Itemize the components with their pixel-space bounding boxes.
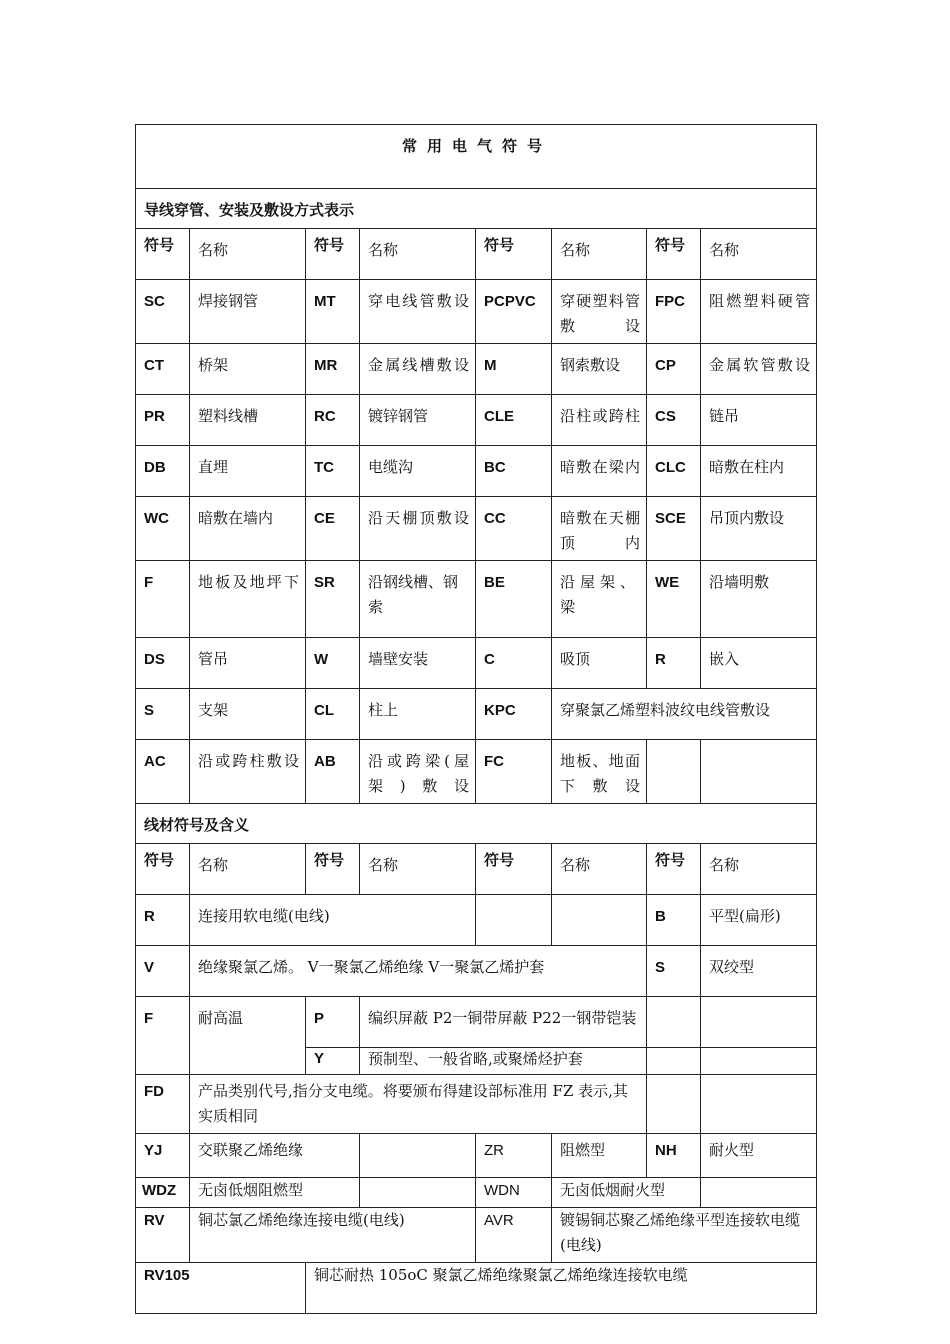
name-cell: 产品类别代号,指分支电缆。将要颁布得建设部标准用 FZ 表示,其实质相同 <box>190 1075 647 1134</box>
name-cell: 镀锡铜芯聚乙烯绝缘平型连接软电缆(电线) <box>552 1208 817 1263</box>
name-cell: 无卤低烟阻燃型 <box>190 1178 360 1208</box>
empty-cell <box>647 997 701 1048</box>
name-cell: 焊接钢管 <box>190 280 306 344</box>
name-cell: 金属软管敷设 <box>701 344 817 395</box>
symbol-cell: P <box>306 997 360 1048</box>
name-cell: 金属线槽敷设 <box>360 344 476 395</box>
symbol-cell: YJ <box>136 1134 190 1178</box>
page-title: 常用电气符号 <box>136 125 817 189</box>
name-cell: 支架 <box>190 689 306 740</box>
name-cell: 暗敷在墙内 <box>190 497 306 561</box>
symbol-cell: MT <box>306 280 360 344</box>
header-symbol: 符号 <box>647 844 701 895</box>
symbol-cell: CC <box>476 497 552 561</box>
symbol-cell: Y <box>306 1048 360 1075</box>
symbol-cell: B <box>647 895 701 946</box>
name-cell: 穿聚氯乙烯塑料波纹电线管敷设 <box>552 689 817 740</box>
section-heading-cable-symbols: 线材符号及含义 <box>136 804 817 844</box>
name-cell: 电缆沟 <box>360 446 476 497</box>
header-symbol: 符号 <box>306 229 360 280</box>
symbol-cell: WE <box>647 561 701 638</box>
symbol-cell: F <box>136 561 190 638</box>
name-cell: 耐火型 <box>701 1134 817 1178</box>
symbol-cell: RV105 <box>136 1263 306 1314</box>
header-name: 名称 <box>701 229 817 280</box>
header-symbol: 符号 <box>136 844 190 895</box>
header-symbol: 符号 <box>476 229 552 280</box>
electrical-symbols-table <box>135 124 817 1314</box>
header-name: 名称 <box>552 844 647 895</box>
header-symbol: 符号 <box>647 229 701 280</box>
empty-cell <box>701 740 817 804</box>
symbol-cell: FC <box>476 740 552 804</box>
empty-cell <box>647 1075 701 1134</box>
name-cell: 管吊 <box>190 638 306 689</box>
name-cell: 吸顶 <box>552 638 647 689</box>
name-cell: 阻燃塑料硬管 <box>701 280 817 344</box>
symbol-cell: TC <box>306 446 360 497</box>
symbol-cell: CS <box>647 395 701 446</box>
name-cell: 绝缘聚氯乙烯。 V一聚氯乙烯绝缘 V一聚氯乙烯护套 <box>190 946 647 997</box>
symbol-cell: BE <box>476 561 552 638</box>
name-cell: 耐高温 <box>190 997 306 1075</box>
header-name: 名称 <box>190 229 306 280</box>
symbol-cell: CLE <box>476 395 552 446</box>
symbol-cell: S <box>136 689 190 740</box>
empty-cell <box>647 1048 701 1075</box>
symbol-cell: DB <box>136 446 190 497</box>
name-cell: 镀锌钢管 <box>360 395 476 446</box>
name-cell: 地板及地坪下 <box>190 561 306 638</box>
symbol-cell: R <box>136 895 190 946</box>
symbol-cell: W <box>306 638 360 689</box>
symbol-cell: RV <box>136 1208 190 1263</box>
header-name: 名称 <box>190 844 306 895</box>
symbol-cell: SC <box>136 280 190 344</box>
empty-cell <box>701 1075 817 1134</box>
symbol-cell: AVR <box>476 1208 552 1263</box>
name-cell: 吊顶内敷设 <box>701 497 817 561</box>
symbol-cell: ZR <box>476 1134 552 1178</box>
name-cell: 预制型、一般省略,或聚烯烃护套 <box>360 1048 647 1075</box>
empty-cell <box>476 895 552 946</box>
name-cell: 柱上 <box>360 689 476 740</box>
empty-cell <box>360 1134 476 1178</box>
symbol-cell: FPC <box>647 280 701 344</box>
name-cell: 双绞型 <box>701 946 817 997</box>
name-cell: 地板、地面下敷设 <box>552 740 647 804</box>
name-cell: 沿墙明敷 <box>701 561 817 638</box>
symbol-cell: BC <box>476 446 552 497</box>
header-name: 名称 <box>360 229 476 280</box>
name-cell: 穿电线管敷设 <box>360 280 476 344</box>
symbol-cell: SCE <box>647 497 701 561</box>
empty-cell <box>647 740 701 804</box>
symbol-cell: SR <box>306 561 360 638</box>
symbol-cell: WDZ <box>136 1178 190 1208</box>
name-cell: 沿或跨梁(屋架)敷设 <box>360 740 476 804</box>
name-cell: 沿或跨柱敷设 <box>190 740 306 804</box>
symbol-cell: AB <box>306 740 360 804</box>
name-cell: 桥架 <box>190 344 306 395</box>
name-cell: 无卤低烟耐火型 <box>552 1178 701 1208</box>
name-cell: 平型(扁形) <box>701 895 817 946</box>
symbol-cell: CT <box>136 344 190 395</box>
symbol-cell: WC <box>136 497 190 561</box>
empty-cell <box>360 1178 476 1208</box>
header-symbol: 符号 <box>136 229 190 280</box>
name-cell: 暗敷在天棚顶内 <box>552 497 647 561</box>
name-cell: 沿屋架、梁 <box>552 561 647 638</box>
name-cell: 嵌入 <box>701 638 817 689</box>
symbol-cell: KPC <box>476 689 552 740</box>
symbol-cell: NH <box>647 1134 701 1178</box>
symbol-cell: PR <box>136 395 190 446</box>
symbol-cell: CLC <box>647 446 701 497</box>
symbol-cell: FD <box>136 1075 190 1134</box>
symbol-cell: CE <box>306 497 360 561</box>
header-name: 名称 <box>552 229 647 280</box>
empty-cell <box>701 997 817 1048</box>
empty-cell <box>701 1048 817 1075</box>
name-cell: 沿柱或跨柱 <box>552 395 647 446</box>
symbol-cell: CL <box>306 689 360 740</box>
header-name: 名称 <box>701 844 817 895</box>
symbol-cell: V <box>136 946 190 997</box>
name-cell: 暗敷在柱内 <box>701 446 817 497</box>
symbol-cell: C <box>476 638 552 689</box>
name-cell: 链吊 <box>701 395 817 446</box>
name-cell: 编织屏蔽 P2一铜带屏蔽 P22一钢带铠装 <box>360 997 647 1048</box>
name-cell: 穿硬塑料管敷设 <box>552 280 647 344</box>
name-cell: 铜芯耐热 105oC 聚氯乙烯绝缘聚氯乙烯绝缘连接软电缆 <box>306 1263 817 1314</box>
section-heading-wiring-methods: 导线穿管、安装及敷设方式表示 <box>136 189 817 229</box>
name-cell: 直埋 <box>190 446 306 497</box>
symbol-cell: AC <box>136 740 190 804</box>
symbol-cell: WDN <box>476 1178 552 1208</box>
empty-cell <box>701 1178 817 1208</box>
name-cell: 交联聚乙烯绝缘 <box>190 1134 360 1178</box>
symbol-cell: RC <box>306 395 360 446</box>
symbol-cell: R <box>647 638 701 689</box>
name-cell: 沿钢线槽、钢索 <box>360 561 476 638</box>
symbol-cell: M <box>476 344 552 395</box>
header-symbol: 符号 <box>476 844 552 895</box>
symbol-cell: PCPVC <box>476 280 552 344</box>
header-name: 名称 <box>360 844 476 895</box>
symbol-cell: S <box>647 946 701 997</box>
name-cell: 塑料线槽 <box>190 395 306 446</box>
name-cell: 铜芯氯乙烯绝缘连接电缆(电线) <box>190 1208 476 1263</box>
header-symbol: 符号 <box>306 844 360 895</box>
empty-cell <box>552 895 647 946</box>
name-cell: 墙壁安装 <box>360 638 476 689</box>
name-cell: 暗敷在梁内 <box>552 446 647 497</box>
name-cell: 钢索敷设 <box>552 344 647 395</box>
name-cell: 沿天棚顶敷设 <box>360 497 476 561</box>
symbol-cell: CP <box>647 344 701 395</box>
symbol-cell: DS <box>136 638 190 689</box>
symbol-cell: F <box>136 997 190 1075</box>
name-cell: 连接用软电缆(电线) <box>190 895 476 946</box>
symbol-cell: MR <box>306 344 360 395</box>
name-cell: 阻燃型 <box>552 1134 647 1178</box>
